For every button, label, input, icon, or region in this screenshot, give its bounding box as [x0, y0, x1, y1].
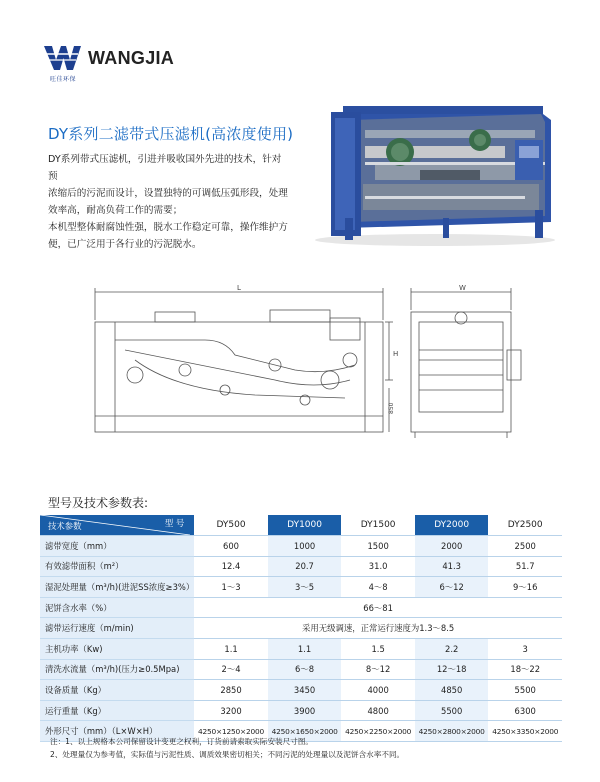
cell-value: 600 [194, 536, 268, 557]
cell-value: 1000 [268, 536, 342, 557]
cell-value: 4000 [341, 680, 415, 701]
dim-width-label: W [459, 284, 466, 292]
cell-value: 5500 [415, 700, 489, 721]
header-model-label: 型 号 [164, 518, 185, 528]
cell-value: 6～12 [415, 577, 489, 598]
cell-value: 18～22 [488, 659, 562, 680]
cell-value: 3～5 [268, 577, 342, 598]
cell-value: 4250×1250×2000 [194, 721, 268, 742]
intro-text [48, 151, 288, 253]
intro-line: 效率高，耐高负荷工作的需要； [48, 205, 183, 216]
row-label: 滤带运行速度（m/min) [40, 618, 194, 639]
row-label: 设备质量（Kg） [40, 680, 194, 701]
table-row [40, 680, 562, 701]
cell-value: 20.7 [268, 556, 342, 577]
cell-value: 12～18 [415, 659, 489, 680]
footnote-line: 注：1、以上规格本公司保留设计变更之权利，订货前请索取实际安装尺寸图。 [50, 737, 314, 746]
table-row [40, 700, 562, 721]
row-label: 外形尺寸（mm）（L×W×H） [40, 721, 194, 742]
header-corner [40, 515, 194, 536]
table-row [40, 597, 562, 618]
model-header: DY2500 [488, 515, 562, 536]
cell-value: 4850 [415, 680, 489, 701]
footnote-line: 2、处理量仅为参考值，实际值与污泥性质、调质效果密切相关；不同污泥的处理量以及泥饼含水率不同。 [50, 750, 405, 759]
cell-value: 4250×3350×2000 [488, 721, 562, 742]
dim-height-label: H [393, 350, 399, 358]
row-label: 运行重量（Kg） [40, 700, 194, 721]
cell-value: 4250×2800×2000 [415, 721, 489, 742]
page-title: DY系列二滤带式压滤机(高浓度使用) [48, 125, 294, 143]
spec-table [40, 515, 562, 742]
cell-value: 1～3 [194, 577, 268, 598]
wangjia-logo-icon [42, 42, 82, 72]
cell-value: 12.4 [194, 556, 268, 577]
cell-value: 6～8 [268, 659, 342, 680]
cell-value: 4～8 [341, 577, 415, 598]
cell-value: 51.7 [488, 556, 562, 577]
cell-value: 5500 [488, 680, 562, 701]
cell-value: 2500 [488, 536, 562, 557]
cell-value: 3 [488, 639, 562, 660]
company-logo [42, 42, 202, 86]
cell-value: 8～12 [341, 659, 415, 680]
cell-value: 1.1 [268, 639, 342, 660]
intro-line: 浓缩后的污泥而设计，设置独特的可调低压弧形段，处理 [48, 188, 288, 199]
row-span-value: 66～81 [194, 597, 562, 618]
cell-value: 2850 [194, 680, 268, 701]
cell-value: 1.1 [194, 639, 268, 660]
table-row [40, 577, 562, 598]
cell-value: 4250×2250×2000 [341, 721, 415, 742]
cell-value: 1.5 [341, 639, 415, 660]
row-label: 滤带宽度（mm） [40, 536, 194, 557]
model-header: DY500 [194, 515, 268, 536]
cell-value: 1500 [341, 536, 415, 557]
cell-value: 3450 [268, 680, 342, 701]
header-param-label: 技术参数 [48, 521, 82, 532]
table-row [40, 618, 562, 639]
model-header: DY1500 [341, 515, 415, 536]
intro-line: 便，已广泛用于各行业的污泥脱水。 [48, 239, 202, 250]
cell-value: 4800 [341, 700, 415, 721]
product-photo [305, 100, 560, 248]
table-title: 型号及技术参数表: [48, 496, 149, 510]
model-header: DY1000 [268, 515, 342, 536]
cell-value: 9～16 [488, 577, 562, 598]
table-row [40, 556, 562, 577]
cell-value: 41.3 [415, 556, 489, 577]
dim-850-label: 850 [388, 402, 395, 414]
cell-value: 3200 [194, 700, 268, 721]
table-row [40, 536, 562, 557]
model-header: DY2000 [415, 515, 489, 536]
footnotes [50, 735, 404, 761]
cell-value: 3900 [268, 700, 342, 721]
row-label: 主机功率（Kw) [40, 639, 194, 660]
intro-line: DY系列带式压滤机，引进并吸收国外先进的技术，针对预 [48, 154, 282, 182]
brand-sub-label: 旺佳环保 [49, 76, 76, 83]
row-span-value: 采用无级调速，正常运行速度为1.3～8.5 [194, 618, 562, 639]
intro-line: 本机型整体耐腐蚀性强，脱水工作稳定可靠，操作维护方 [48, 222, 288, 233]
row-label: 湿泥处理量（m³/h)(进泥SS浓度≥3%） [40, 577, 194, 598]
row-label: 有效滤带面积（m²） [40, 556, 194, 577]
row-label: 清洗水流量（m³/h)(压力≥0.5Mpa) [40, 659, 194, 680]
technical-drawing [75, 280, 540, 440]
cell-value: 6300 [488, 700, 562, 721]
cell-value: 2000 [415, 536, 489, 557]
cell-value: 31.0 [341, 556, 415, 577]
table-row [40, 639, 562, 660]
row-label: 泥饼含水率（%） [40, 597, 194, 618]
table-row [40, 659, 562, 680]
cell-value: 4250×1650×2000 [268, 721, 342, 742]
dim-length-label: L [237, 284, 241, 292]
cell-value: 2～4 [194, 659, 268, 680]
cell-value: 2.2 [415, 639, 489, 660]
table-header-row [40, 515, 562, 536]
brand-name: WANGJIA [88, 48, 175, 68]
